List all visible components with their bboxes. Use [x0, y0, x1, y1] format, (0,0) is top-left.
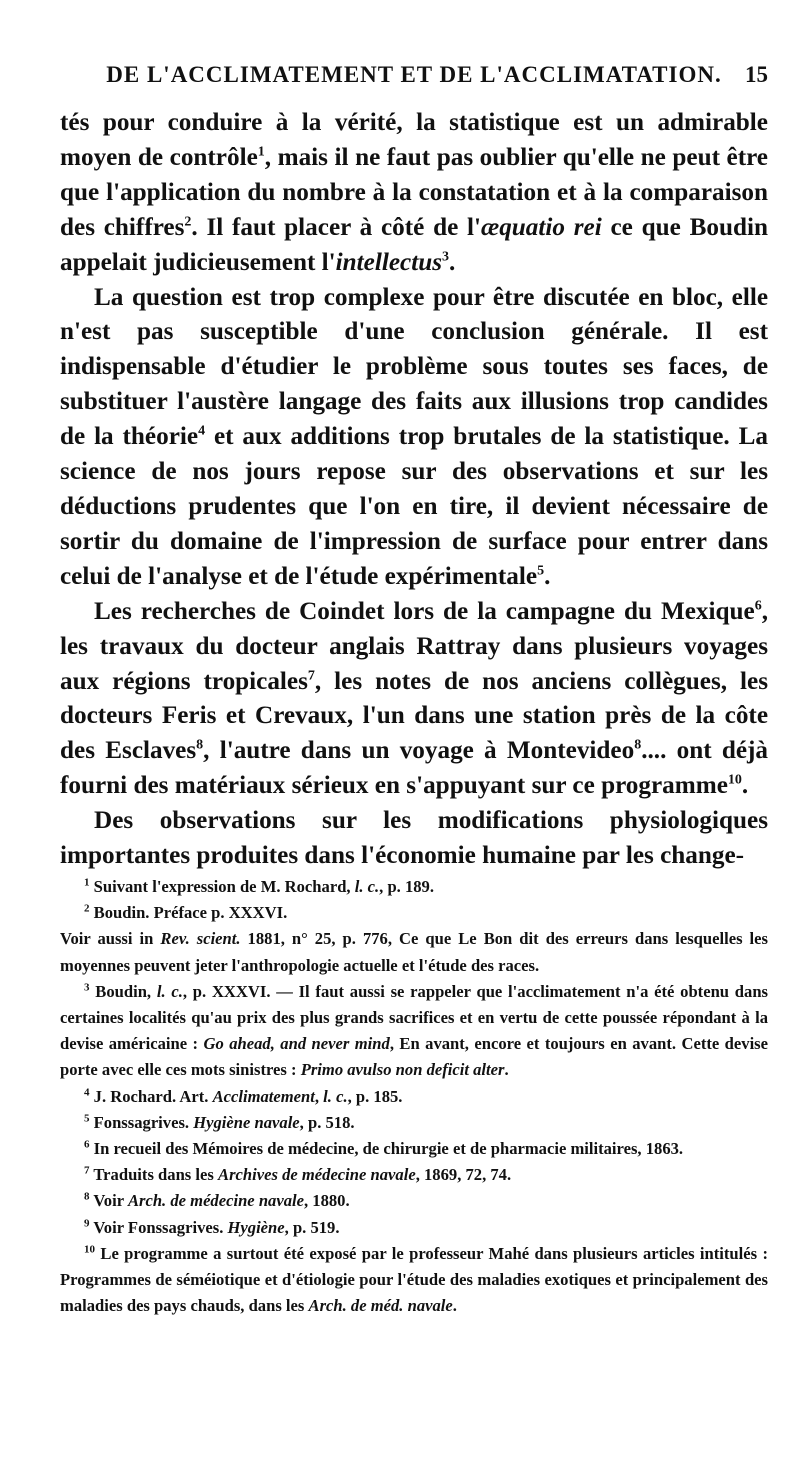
text-run: J. Rochard. Art. — [89, 1086, 213, 1106]
italic-run: l. c. — [354, 877, 380, 896]
footnote-1 — [60, 874, 768, 900]
text-run: , mais il ne faut pas oublier qu'elle ne peut être que l'application du nombre à la constatation et à la comparaison des chiffres — [60, 143, 768, 241]
text-run: .... ont déjà fourni des matériaux sérieux en s'appuyant sur ce programme — [60, 737, 769, 800]
text-run: Voir — [89, 1191, 128, 1211]
footnote-ref: 6 — [754, 598, 762, 614]
text-run: 1881, n° 25, p. 776, Ce que Le Bon dit des erreurs dans lesquelles les moyennes peuvent jeter l'anthropologie actuelle et l'étude des races. — [60, 929, 768, 975]
running-head — [60, 62, 768, 94]
italic-run: æquatio rei — [481, 213, 602, 241]
text-run: , les notes de nos anciens collègues, les docteurs Feris et Crevaux, l'un dans une station près de la côte des Esclaves — [60, 667, 768, 765]
footnote-ref: 3 — [442, 249, 450, 265]
text-run: In recueil des Mémoires de médecine, de chirurgie et de pharmacie militaires, 1863. — [89, 1139, 684, 1159]
text-run: , p. 519. — [284, 1217, 340, 1237]
footnote-number: 3 — [84, 981, 90, 994]
footnote-number: 9 — [84, 1217, 90, 1230]
paragraph-4 — [60, 804, 768, 874]
italic-run: Hygiène — [227, 1217, 285, 1237]
italic-run: Acclimatement — [212, 1086, 315, 1106]
footnote-number: 10 — [84, 1243, 95, 1256]
text-run: La question est trop complexe pour être discutée en bloc, elle n'est pas susceptible d'une conclusion générale. Il est indispensable d'étudier le problème sous toutes ses faces, de substituer l'austère langage des faits aux illusions trop candides de la théorie — [60, 283, 768, 451]
footnote-number: 6 — [84, 1138, 90, 1151]
italic-run: Archives de médecine navale — [218, 1165, 416, 1185]
paragraph-3 — [60, 595, 768, 804]
text-run: . — [544, 562, 551, 590]
footnote-number: 1 — [84, 876, 90, 889]
text-run: Boudin, — [89, 981, 157, 1001]
italic-run: Primo avulso non deficit alter — [300, 1060, 505, 1080]
text-run: Suivant l'expression de M. Rochard, — [89, 877, 355, 896]
italic-run: Rev. scient. — [160, 929, 241, 949]
text-run: . Il faut placer à côté de l' — [191, 213, 482, 241]
text-run: , l'autre dans un voyage à Montevideo — [203, 737, 635, 765]
page-number: 15 — [745, 62, 768, 87]
text-run: , les travaux du docteur anglais Rattray dans plusieurs voyages aux régions tropicales — [60, 597, 768, 695]
text-run: , En avant, encore et toujours en avant. Cette devise porte avec elle ces mots sinistres : — [60, 1034, 769, 1080]
text-run: Voir Fonssagrives. — [89, 1217, 228, 1237]
text-run: . — [452, 1296, 457, 1316]
footnote-ref: 1 — [257, 144, 265, 160]
text-run: Le programme a surtout été exposé par le professeur Mahé dans plusieurs articles intitulés : Programmes de séméiotique et d'étiologie pour l'étude des maladies exotiques et principalement des maladies des pays chauds, dans les — [60, 1243, 768, 1316]
text-run: et aux additions trop brutales de la statistique. La science de nos jours repose sur des observations et sur les déductions prudentes que l'on en tire, il devient nécessaire de sortir du domaine de l'impression de surface pour entrer dans celui de l'analyse et de l'étude expérimentale — [60, 423, 768, 590]
italic-run: Go ahead, and never mind — [203, 1034, 390, 1054]
footnote-3 — [60, 979, 768, 1084]
footnote-2 — [60, 900, 768, 926]
text-run: Des observations sur les modifications physiologiques importantes produites dans l'économie humaine par les change- — [60, 807, 768, 870]
italic-run: Arch. de méd. navale — [308, 1296, 453, 1316]
footnote-2-continuation — [60, 926, 768, 978]
text-run: , — [314, 1086, 324, 1106]
italic-run: intellectus — [335, 248, 443, 276]
footnote-number: 4 — [84, 1086, 90, 1099]
text-run: tés pour conduire à la vérité, la statistique est un admirable moyen de contrôle — [60, 109, 768, 171]
paragraph-2 — [60, 281, 768, 595]
footnotes — [60, 874, 768, 1319]
text-run: . — [449, 248, 456, 276]
text-run: ce que Boudin appelait judicieusement l' — [60, 213, 768, 276]
text-run: Voir aussi in — [60, 929, 161, 949]
footnote-5 — [60, 1110, 768, 1136]
text-run: Fonssagrives. — [89, 1112, 194, 1132]
footnote-4 — [60, 1084, 768, 1110]
footnote-6 — [60, 1136, 768, 1162]
text-run: , 1880. — [303, 1191, 350, 1211]
footnote-8 — [60, 1188, 768, 1214]
text-run: , p. XXXVI. — Il faut aussi se rappeler que l'acclimatement n'a été obtenu dans certaines localités qu'au prix des plus grands sacrifices et en vertu de cette poussée répondant à la devise américaine : — [60, 981, 769, 1054]
text-run: , p. 518. — [299, 1112, 355, 1132]
italic-run: l. c. — [156, 981, 183, 1001]
footnote-ref: 4 — [198, 423, 206, 439]
footnote-10 — [60, 1241, 768, 1320]
text-run: , p. 189. — [379, 877, 435, 896]
footnote-ref: 8 — [196, 737, 204, 753]
footnote-number: 2 — [84, 902, 90, 915]
footnote-ref: 2 — [184, 214, 192, 230]
italic-run: Arch. de médecine navale — [127, 1191, 304, 1211]
footnote-number: 5 — [84, 1112, 90, 1125]
main-text — [60, 106, 768, 874]
footnote-7 — [60, 1162, 768, 1188]
italic-run: l. c. — [323, 1086, 348, 1106]
text-run: Boudin. Préface p. XXXVI. — [89, 903, 288, 923]
text-run: , 1869, 72, 74. — [415, 1165, 512, 1185]
text-run: . — [741, 772, 749, 800]
footnote-ref: 10 — [727, 772, 742, 788]
paragraph-1 — [60, 106, 768, 281]
footnote-number: 8 — [84, 1190, 90, 1203]
text-run: Les recherches de Coindet lors de la campagne du Mexique — [94, 597, 755, 625]
footnote-9 — [60, 1215, 768, 1241]
footnote-ref: 5 — [537, 563, 545, 579]
running-title: DE L'ACCLIMATEMENT ET DE L'ACCLIMATATION. — [106, 62, 722, 87]
text-run: , p. 185. — [347, 1086, 403, 1106]
footnote-number: 7 — [84, 1164, 90, 1177]
italic-run: Hygiène navale — [193, 1112, 300, 1132]
footnote-ref: 7 — [307, 668, 315, 684]
footnote-ref: 8 — [634, 737, 642, 753]
text-run: Traduits dans les — [89, 1165, 218, 1185]
text-run: . — [504, 1060, 509, 1080]
